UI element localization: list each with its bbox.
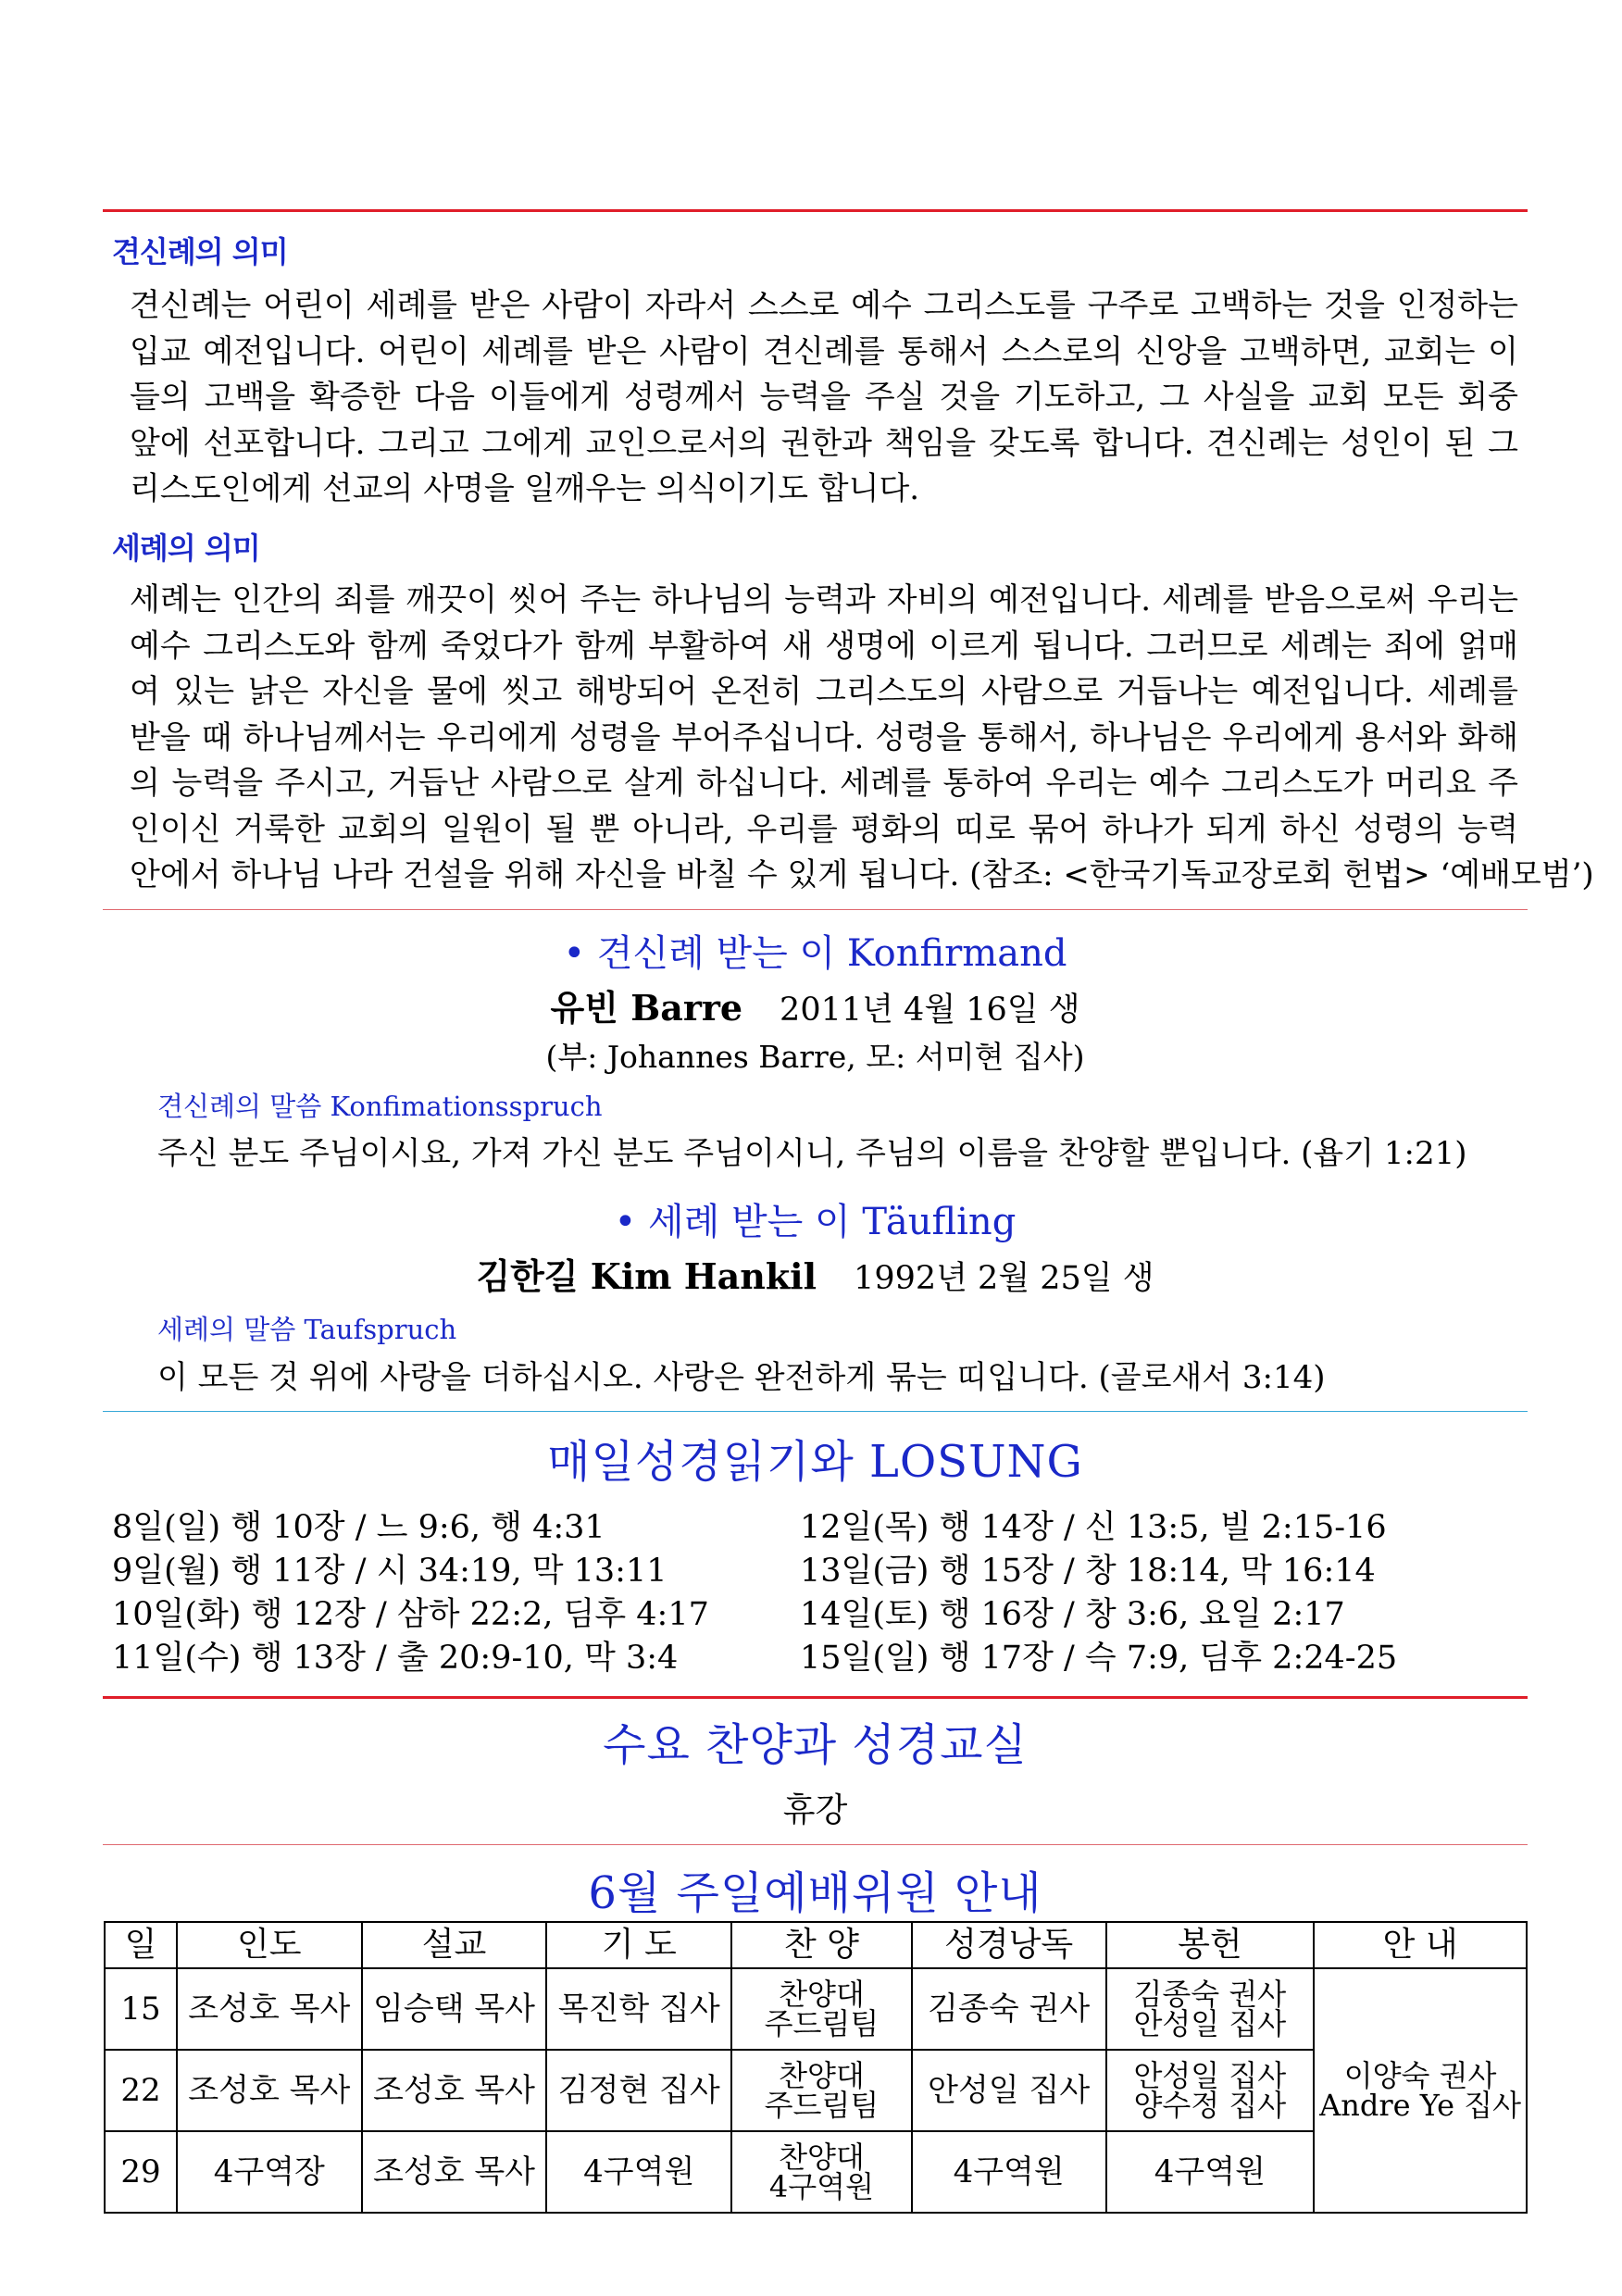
baptizand-verse: 이 모든 것 위에 사랑을 더하십시오. 사랑은 완전하게 묶는 띠입니다. (골로새서 3:14) [157, 1359, 1326, 1396]
reading-item: 9일(월) 행 11장 / 시 34:19, 막 13:11 [112, 1553, 668, 1590]
cell-line: 찬양대 [779, 2058, 865, 2093]
baptizand-verse-label: 세례의 말씀 Taufspruch [157, 1314, 457, 1345]
text-line: 의 능력을 주시고, 거듭난 사람으로 살게 하십니다. 세례를 통하여 우리는 예수 그리스도가 머리요 주 [130, 765, 1518, 802]
confirmation-meaning-title: 견신례의 의미 [112, 234, 288, 269]
header-praise: 찬 양 [731, 1922, 912, 1968]
cell-line: 찬양대 [779, 1977, 865, 2012]
cell-line: Andre Ye 집사 [1319, 2088, 1522, 2123]
cell-line: 양수정 집사 [1133, 2088, 1287, 2123]
cell-line: 안성일 집사 [1133, 2006, 1287, 2041]
table-row [105, 1968, 1527, 2050]
table-header-row [105, 1922, 1527, 1968]
table-row [105, 2131, 1527, 2213]
schedule-title: 6월 주일예배위원 안내 [588, 1867, 1042, 1919]
cell-line: 4구역원 [768, 2169, 874, 2204]
confirmand-parents: (부: Johannes Barre, 모: 서미현 집사) [545, 1039, 1085, 1075]
header-sermon: 설교 [362, 1922, 547, 1968]
cell-lead: 조성호 목사 [177, 2050, 362, 2131]
cell-offering [1106, 1968, 1315, 2050]
wednesday-status: 휴강 [782, 1791, 848, 1829]
text-line: 받을 때 하나님께서는 우리에게 성령을 부어주십니다. 성령을 통해서, 하나님은 우리에게 용서와 화해 [130, 718, 1518, 756]
cell-prayer: 목진학 집사 [546, 1968, 731, 2050]
section-divider [103, 1696, 1528, 1699]
cell-sermon: 조성호 목사 [362, 2050, 547, 2131]
text-line: 들의 고백을 확증한 다음 이들에게 성령께서 능력을 주실 것을 기도하고, 그 사실을 교회 모든 회중 [130, 379, 1518, 416]
cell-offering: 4구역원 [1106, 2131, 1315, 2213]
cell-line: 이양숙 권사 [1343, 2058, 1497, 2093]
baptizand-name-line [103, 1248, 1528, 1299]
reading-item: 11일(수) 행 13장 / 출 20:9-10, 막 3:4 [112, 1640, 679, 1677]
section-divider [103, 1411, 1528, 1412]
section-divider [103, 1844, 1528, 1845]
cell-sermon: 임승택 목사 [362, 1968, 547, 2050]
cell-line: 주드림팀 [764, 2006, 880, 2041]
reading-item: 8일(일) 행 10장 / 느 9:6, 행 4:31 [112, 1509, 605, 1546]
table-row [105, 2050, 1527, 2131]
header-guide: 안 내 [1314, 1922, 1527, 1968]
cell-lead: 4구역장 [177, 2131, 362, 2213]
baptism-meaning-text [130, 578, 1594, 899]
baptizand-title: • 세례 받는 이 Täufling [614, 1201, 1017, 1243]
cell-line: 찬양대 [779, 2140, 865, 2175]
text-line: 안에서 하나님 나라 건설을 위해 자신을 바칠 수 있게 됩니다. (참조: <한국기독교장로회 헌법> ‘예배모범’) [130, 856, 1594, 893]
header-lead: 인도 [177, 1922, 362, 1968]
cell-reading: 안성일 집사 [912, 2050, 1106, 2131]
cell-day: 29 [105, 2131, 177, 2213]
header-prayer: 기 도 [546, 1922, 731, 1968]
reading-item: 15일(일) 행 17장 / 슥 7:9, 딤후 2:24-25 [800, 1640, 1398, 1677]
cell-prayer: 4구역원 [546, 2131, 731, 2213]
cell-day: 15 [105, 1968, 177, 2050]
text-line: 여 있는 낡은 자신을 물에 씻고 해방되어 온전히 그리스도의 사람으로 거듭나는 예전입니다. 세례를 [130, 673, 1518, 710]
cell-sermon: 조성호 목사 [362, 2131, 547, 2213]
cell-reading: 김종숙 권사 [912, 1968, 1106, 2050]
top-divider [103, 209, 1528, 212]
cell-lead: 조성호 목사 [177, 1968, 362, 2050]
cell-day: 22 [105, 2050, 177, 2131]
reading-item: 14일(토) 행 16장 / 창 3:6, 요일 2:17 [800, 1596, 1345, 1633]
daily-reading-title: 매일성경읽기와 LOSUNG [547, 1436, 1083, 1488]
reading-item: 10일(화) 행 12장 / 삼하 22:2, 딤후 4:17 [112, 1596, 709, 1633]
text-line: 견신례는 어린이 세례를 받은 사람이 자라서 스스로 예수 그리스도를 구주로 고백하는 것을 인정하는 [130, 287, 1518, 324]
cell-reading: 4구역원 [912, 2131, 1106, 2213]
cell-praise [731, 2050, 912, 2131]
text-line: 입교 예전입니다. 어린이 세례를 받은 사람이 견신례를 통해서 스스로의 신앙을 고백하면, 교회는 이 [130, 332, 1518, 370]
cell-line: 주드림팀 [764, 2088, 880, 2123]
baptizand-name: 김한길 Kim Hankil [476, 1255, 817, 1297]
text-line: 앞에 선포합니다. 그리고 그에게 교인으로서의 권한과 책임을 갖도록 합니다. 견신례는 성인이 된 그 [130, 424, 1518, 462]
cell-praise [731, 1968, 912, 2050]
wednesday-title: 수요 찬양과 성경교실 [603, 1719, 1028, 1771]
text-line: 리스도인에게 선교의 사명을 일깨우는 의식이기도 합니다. [130, 470, 920, 507]
section-divider [103, 909, 1528, 910]
confirmand-title: • 견신례 받는 이 Konfirmand [563, 932, 1067, 975]
cell-offering [1106, 2050, 1315, 2131]
cell-line: 김종숙 권사 [1133, 1977, 1287, 2012]
text-line: 예수 그리스도와 함께 죽었다가 함께 부활하여 새 생명에 이르게 됩니다. 그러므로 세례는 죄에 얽매 [130, 627, 1518, 665]
text-line: 세례는 인간의 죄를 깨끗이 씻어 주는 하나님의 능력과 자비의 예전입니다. 세례를 받음으로써 우리는 [130, 581, 1518, 618]
baptizand-birth: 1992년 2월 25일 생 [854, 1260, 1154, 1297]
header-reading: 성경낭독 [912, 1922, 1106, 1968]
confirmand-name: 유빈 Barre [550, 987, 743, 1029]
cell-praise [731, 2131, 912, 2213]
confirmand-verse-label: 견신례의 말씀 Konfimationsspruch [157, 1091, 603, 1122]
cell-prayer: 김정현 집사 [546, 2050, 731, 2131]
text-line: 인이신 거룩한 교회의 일원이 될 뿐 아니라, 우리를 평화의 띠로 묶어 하나가 되게 하신 성령의 능력 [130, 810, 1518, 848]
confirmand-verse: 주신 분도 주님이시요, 가져 가신 분도 주님이시니, 주님의 이름을 찬양할 뿐입니다. (욥기 1:21) [157, 1135, 1467, 1172]
confirmand-name-line [103, 980, 1528, 1030]
reading-item: 12일(목) 행 14장 / 신 13:5, 빌 2:15-16 [800, 1509, 1387, 1546]
baptism-meaning-title: 세례의 의미 [112, 530, 260, 566]
confirmation-meaning-text [130, 283, 1518, 513]
cell-line: 안성일 집사 [1133, 2058, 1287, 2093]
confirmand-birth: 2011년 4월 16일 생 [780, 992, 1080, 1029]
header-offering: 봉헌 [1106, 1922, 1315, 1968]
reading-item: 13일(금) 행 15장 / 창 18:14, 막 16:14 [800, 1553, 1376, 1590]
schedule-table [104, 1921, 1528, 2214]
cell-guide [1314, 1968, 1527, 2213]
header-day: 일 [105, 1922, 177, 1968]
